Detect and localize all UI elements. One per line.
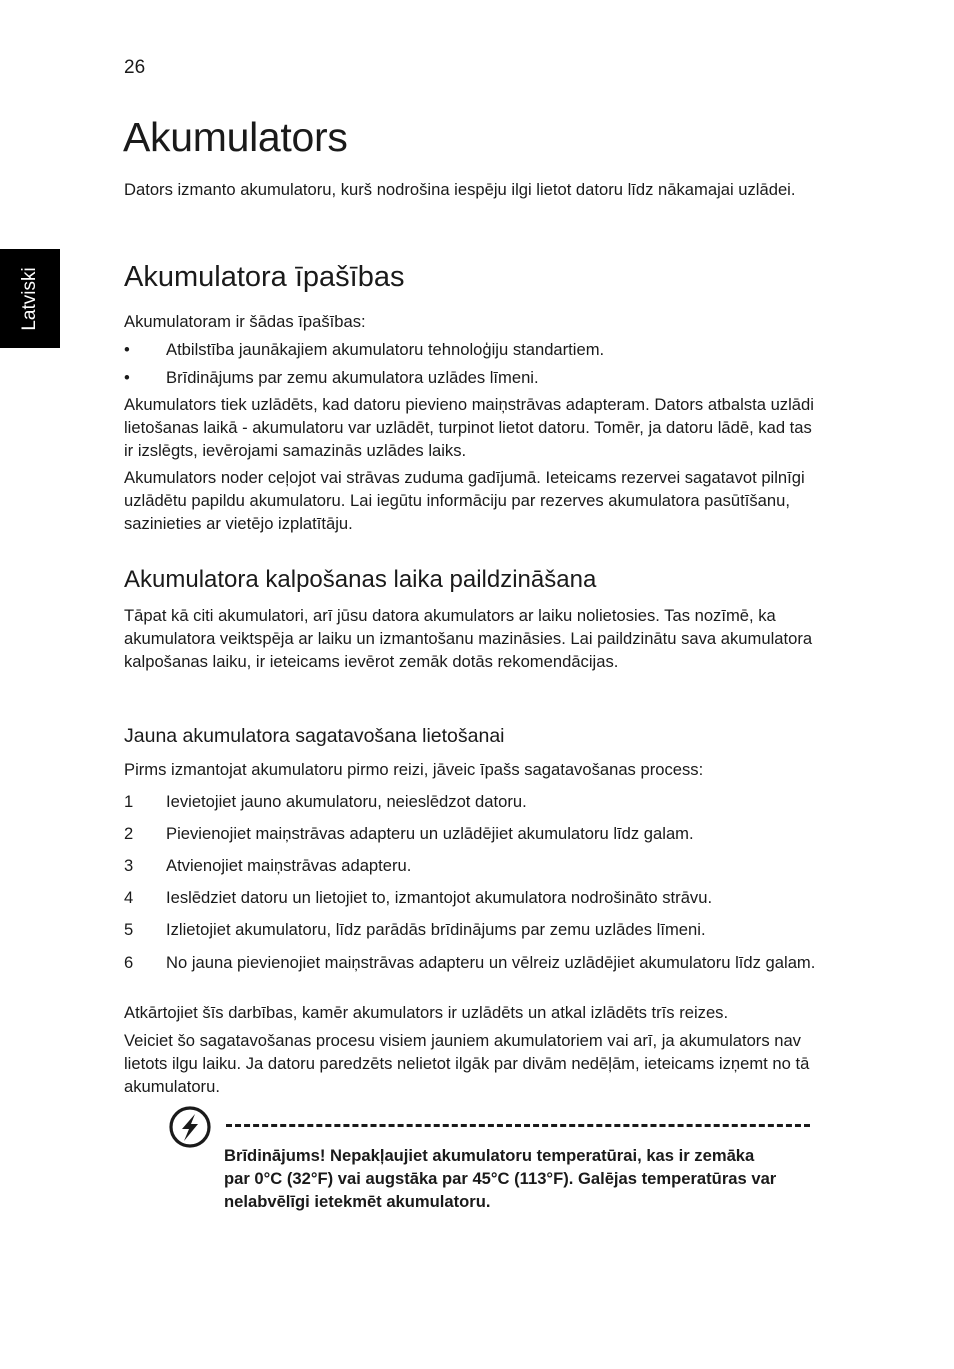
step-number: 1 (124, 792, 134, 811)
warning-lightning-icon (168, 1105, 212, 1149)
bullet-marker: • (124, 340, 130, 359)
step-text: Ievietojiet jauno akumulatoru, neieslēdzot datoru. (166, 792, 527, 811)
step-text: Izlietojiet akumulatoru, līdz parādās brīdinājums par zemu uzlādes līmeni. (166, 920, 706, 939)
intro-paragraph: Dators izmanto akumulatoru, kurš nodrošina iespēju ilgi lietot datoru līdz nākamajai uzlādei. (124, 180, 796, 199)
warning-divider (226, 1124, 810, 1127)
bullet-marker: • (124, 368, 130, 387)
repeat-paragraph: Atkārtojiet šīs darbības, kamēr akumulators ir uzlādēts un atkal izlādēts trīs reizes. (124, 1003, 729, 1022)
lifespan-paragraph: Tāpat kā citi akumulatori, arī jūsu datora akumulators ar laiku nolietosies. Tas nozīmē, ka akumulatora veiktspēja ar laiku un izmantošanu mazināsies. Lai paildzinātu sava akumulatora kalpošanas laiku, ir ieteicams ievērot zemāk dotās rekomendācijas. (124, 606, 813, 671)
step-number: 4 (124, 888, 134, 907)
step-text: No jauna pievienojiet maiņstrāvas adapteru un vēlreiz uzlādējiet akumulatoru līdz galam. (166, 953, 816, 972)
usage-paragraph: Veiciet šo sagatavošanas procesu visiem jauniem akumulatoriem vai arī, ja akumulators nav lietots ilgu laiku. Ja datoru paredzēts nelietot ilgāk par divām nedēļām, ieteicams izņemt no tā akumulatoru. (124, 1031, 810, 1096)
step-number: 3 (124, 856, 134, 875)
bullet-text: Brīdinājums par zemu akumulatora uzlādes līmeni. (166, 368, 539, 387)
page-title: Akumulators (123, 114, 348, 160)
properties-lead: Akumulatoram ir šādas īpašības: (124, 312, 366, 331)
step-text: Pievienojiet maiņstrāvas adapteru un uzlādējiet akumulatoru līdz galam. (166, 824, 694, 843)
section-heading-preparation: Jauna akumulatora sagatavošana lietošanai (124, 725, 505, 747)
section-heading-lifespan: Akumulatora kalpošanas laika paildzināšana (124, 566, 597, 593)
language-side-tab (0, 249, 60, 348)
step-number: 6 (124, 953, 134, 972)
step-number: 2 (124, 824, 134, 843)
section-heading-properties: Akumulatora īpašības (124, 261, 405, 293)
preparation-lead: Pirms izmantojat akumulatoru pirmo reizi, jāveic īpašs sagatavošanas process: (124, 760, 704, 779)
step-text: Atvienojiet maiņstrāvas adapteru. (166, 856, 412, 875)
bullet-text: Atbilstība jaunākajiem akumulatoru tehnoloģiju standartiem. (166, 340, 605, 359)
side-tab-label: Latviski (19, 267, 40, 331)
charging-paragraph: Akumulators tiek uzlādēts, kad datoru pievieno maiņstrāvas adapteram. Dators atbalsta uzlādi lietošanas laikā - akumulatoru var uzlādēt, turpinot lietot datoru. Tomēr, ja datoru lādē, kad tas ir izslēgts, ievērojami samazinās uzlādes laiks. (124, 395, 814, 460)
warning-text: Brīdinājums! Nepakļaujiet akumulatoru temperatūrai, kas ir zemāka par 0°C (32°F) vai augstāka par 45°C (113°F). Galējas temperatūras var nelabvēlīgi ietekmēt akumulatoru. (224, 1146, 777, 1211)
travel-paragraph: Akumulators noder ceļojot vai strāvas zuduma gadījumā. Ieteicams rezervei sagatavot pilnīgi uzlādētu papildu akumulatoru. Lai iegūtu informāciju par rezerves akumulatora pasūtīšanu, sazinieties ar vietējo izplatītāju. (124, 468, 805, 533)
step-text: Ieslēdziet datoru un lietojiet to, izmantojot akumulatora nodrošināto strāvu. (166, 888, 713, 907)
step-number: 5 (124, 920, 134, 939)
page-number: 26 (124, 57, 146, 78)
